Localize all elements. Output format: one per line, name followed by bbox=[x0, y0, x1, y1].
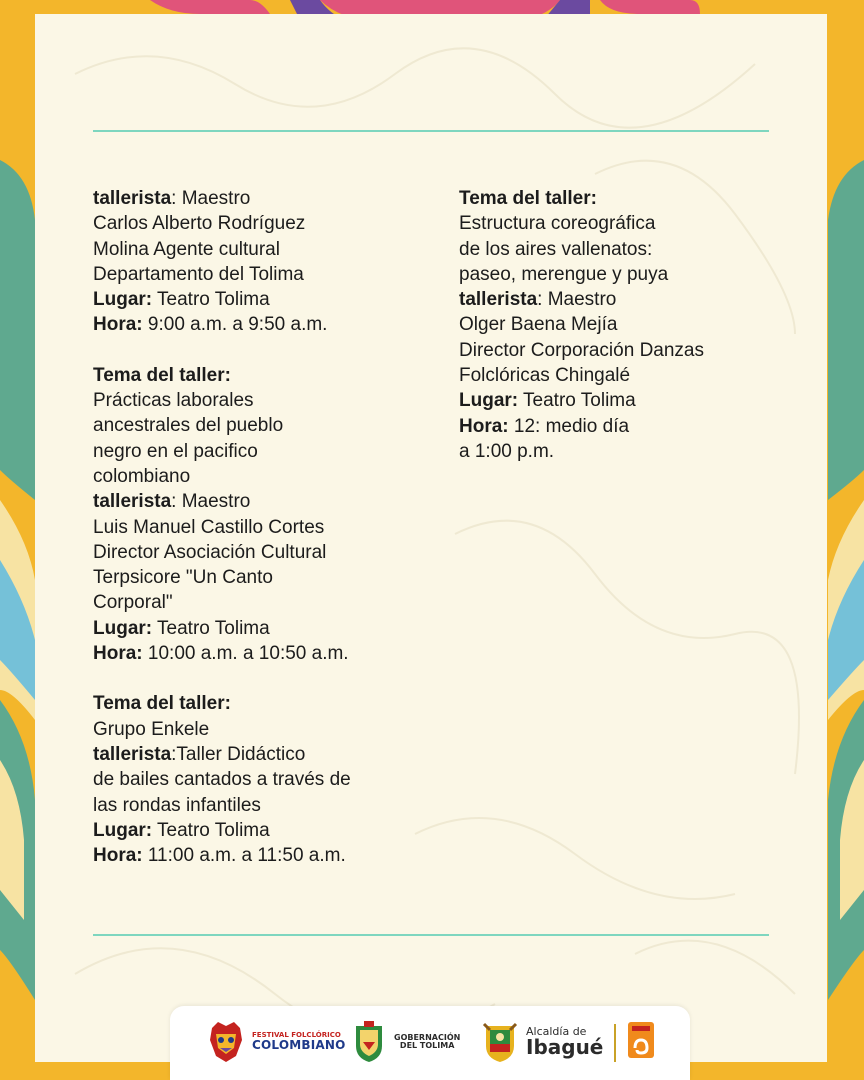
music-emblem-icon bbox=[626, 1020, 656, 1060]
field-label: Hora: bbox=[93, 643, 143, 665]
top-divider bbox=[93, 130, 769, 132]
text-line bbox=[93, 439, 423, 464]
bottom-divider bbox=[93, 934, 769, 936]
field-value: Grupo Enkele bbox=[93, 718, 210, 740]
alcaldia-line1: Alcaldía de bbox=[526, 1024, 587, 1038]
field-value: : Maestro bbox=[171, 491, 251, 513]
text-line bbox=[93, 363, 423, 388]
text-line bbox=[93, 211, 423, 236]
field-label: Tema del taller: bbox=[93, 693, 231, 715]
gobernacion-line1: GOBERNACIÓN bbox=[394, 1032, 461, 1042]
text-line bbox=[93, 312, 423, 337]
alcaldia-line2: Ibagué bbox=[526, 1035, 604, 1060]
text-line bbox=[93, 413, 423, 438]
field-value: Teatro Tolima bbox=[152, 289, 270, 311]
text-line bbox=[459, 211, 789, 236]
field-value: : Maestro bbox=[537, 289, 617, 311]
field-label: Hora: bbox=[93, 314, 143, 336]
field-value: Corporal" bbox=[93, 592, 173, 614]
field-value: Folclóricas Chingalé bbox=[459, 365, 631, 387]
text-line bbox=[459, 312, 789, 337]
field-value: : Maestro bbox=[171, 188, 251, 209]
field-value: Director Asociación Cultural bbox=[93, 541, 327, 563]
text-line bbox=[459, 414, 789, 439]
gobernacion-line2: DEL TOLIMA bbox=[399, 1041, 455, 1050]
text-line bbox=[93, 793, 423, 818]
field-label: tallerista bbox=[93, 491, 172, 513]
festival-logo bbox=[206, 1020, 346, 1064]
text-line bbox=[93, 515, 423, 540]
content-panel bbox=[35, 14, 827, 1062]
festival-mask-icon bbox=[206, 1020, 246, 1064]
workshop-block bbox=[93, 363, 423, 667]
text-line bbox=[459, 186, 789, 211]
field-value: Teatro Tolima bbox=[152, 819, 270, 841]
field-label: tallerista bbox=[459, 289, 538, 311]
field-value: Director Corporación Danzas bbox=[459, 339, 704, 361]
field-value: paseo, merengue y puya bbox=[459, 263, 669, 285]
text-line bbox=[93, 691, 423, 716]
text-line bbox=[459, 287, 789, 312]
field-value: Prácticas laborales bbox=[93, 390, 254, 412]
ibague-music-logo bbox=[626, 1020, 656, 1060]
field-label: tallerista bbox=[93, 743, 172, 765]
field-value: negro en el pacifico bbox=[93, 440, 258, 462]
text-line bbox=[459, 363, 789, 388]
tolima-shield-icon bbox=[352, 1020, 386, 1064]
field-value: 9:00 a.m. a 9:50 a.m. bbox=[142, 314, 328, 336]
text-line bbox=[93, 237, 423, 262]
workshop-block bbox=[93, 691, 423, 868]
text-line bbox=[93, 717, 423, 742]
text-line bbox=[459, 439, 789, 464]
text-line bbox=[93, 186, 423, 211]
sponsor-logo-bar bbox=[170, 1006, 690, 1080]
text-line bbox=[93, 287, 423, 312]
field-label: Hora: bbox=[459, 415, 509, 437]
field-value: de los aires vallenatos: bbox=[459, 238, 653, 260]
field-value: Teatro Tolima bbox=[152, 617, 270, 639]
field-value: de bailes cantados a través de bbox=[93, 769, 351, 791]
field-value: ancestrales del pueblo bbox=[93, 415, 284, 437]
text-line bbox=[93, 818, 423, 843]
text-line bbox=[459, 262, 789, 287]
field-value: Molina Agente cultural bbox=[93, 238, 280, 260]
field-label: Hora: bbox=[93, 845, 143, 867]
text-line bbox=[93, 843, 423, 868]
field-value: colombiano bbox=[93, 465, 191, 487]
field-value: 10:00 a.m. a 10:50 a.m. bbox=[142, 643, 349, 665]
field-label: Tema del taller: bbox=[459, 188, 597, 209]
workshop-block bbox=[459, 186, 789, 464]
ibague-coat-of-arms-icon bbox=[480, 1020, 520, 1064]
field-label: Lugar: bbox=[93, 289, 153, 311]
text-line bbox=[93, 590, 423, 615]
text-line bbox=[93, 540, 423, 565]
field-label: Lugar: bbox=[459, 390, 519, 412]
text-line bbox=[459, 338, 789, 363]
field-value: 11:00 a.m. a 11:50 a.m. bbox=[142, 845, 346, 867]
right-column bbox=[459, 186, 789, 489]
field-value: Departamento del Tolima bbox=[93, 263, 304, 285]
field-value: las rondas infantiles bbox=[93, 794, 261, 816]
field-value: Olger Baena Mejía bbox=[459, 314, 618, 336]
field-value: a 1:00 p.m. bbox=[459, 440, 555, 462]
left-column bbox=[93, 186, 423, 893]
gobernacion-logo bbox=[352, 1020, 460, 1064]
text-line bbox=[93, 565, 423, 590]
text-line bbox=[93, 742, 423, 767]
festival-name-line1: FESTIVAL FOLCLÓRICO bbox=[252, 1031, 341, 1040]
field-value: :Taller Didáctico bbox=[171, 743, 306, 765]
field-label: Tema del taller: bbox=[93, 364, 231, 386]
workshop-block bbox=[93, 186, 423, 338]
field-label: Lugar: bbox=[93, 819, 153, 841]
field-value: Carlos Alberto Rodríguez bbox=[93, 213, 306, 235]
text-line bbox=[93, 641, 423, 666]
text-line bbox=[459, 237, 789, 262]
text-line bbox=[459, 388, 789, 413]
text-line bbox=[93, 616, 423, 641]
text-line bbox=[93, 464, 423, 489]
field-label: Lugar: bbox=[93, 617, 153, 639]
field-label: tallerista bbox=[93, 188, 172, 209]
field-value: Luis Manuel Castillo Cortes bbox=[93, 516, 325, 538]
text-line bbox=[93, 388, 423, 413]
field-value: 12: medio día bbox=[508, 415, 630, 437]
field-value: Estructura coreográfica bbox=[459, 213, 656, 235]
alcaldia-logo bbox=[480, 1020, 603, 1064]
text-line bbox=[93, 767, 423, 792]
text-line bbox=[93, 489, 423, 514]
text-line bbox=[93, 262, 423, 287]
field-value: Teatro Tolima bbox=[518, 390, 636, 412]
festival-name-line2: COLOMBIANO bbox=[252, 1038, 346, 1053]
field-value: Terpsicore "Un Canto bbox=[93, 567, 273, 589]
logo-separator bbox=[614, 1024, 616, 1062]
